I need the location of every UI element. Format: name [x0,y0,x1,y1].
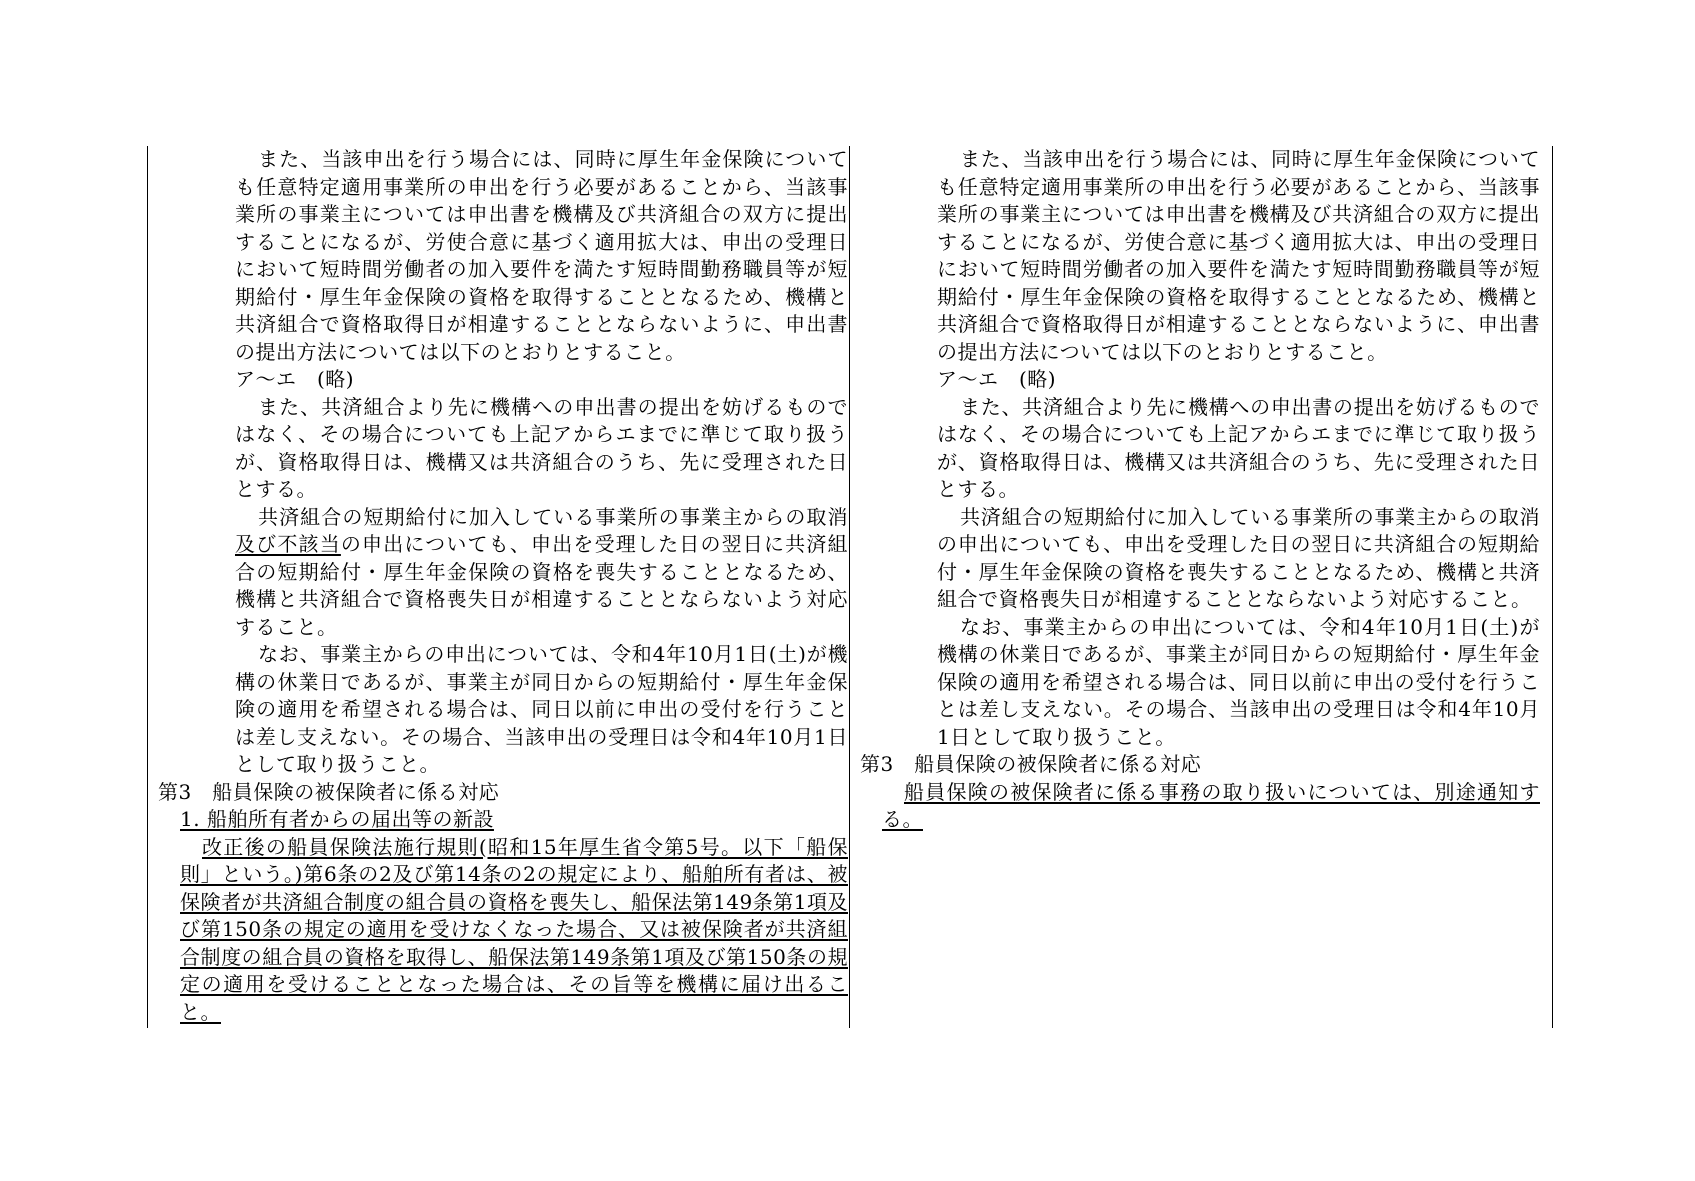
current-column [860,146,1540,834]
paragraph-separate-notice [860,779,1540,834]
column-divider [849,146,850,1028]
comparison-table [147,146,1553,1028]
underlined-amendment: 1. 船舶所有者からの届出等の新設 [180,807,494,831]
paragraph-cancellation: 共済組合の短期給付に加入している事業所の事業主からの取消の申出についても、申出を受理した日の翌日に共済組合の短期給付・厚生年金保険の資格を喪失することとなるため、機構と共済組合で資格喪失日が相違することとならないよう対応すること。 [937,504,1540,611]
paragraph-prior-submission: また、共済組合より先に機構への申出書の提出を妨げるものではなく、その場合についても上記アからエまでに準じて取り扱うが、資格取得日は、機構又は共済組合のうち、先に受理された日とする。 [235,394,848,501]
section-heading: 第3 船員保険の被保険者に係る対応 [860,752,1202,776]
paragraph-shipowner-notification [158,834,848,1027]
paragraph-omitted: ア～エ (略) [235,367,355,391]
underlined-amendment: 船員保険の被保険者に係る事務の取り扱いについては、別途通知する。 [882,779,1540,831]
section-heading: 第3 船員保険の被保険者に係る対応 [158,779,500,804]
subsection-heading [158,806,848,834]
underlined-amendment: 及び不該当 [235,532,341,556]
text-segment: 共済組合の短期給付に加入している事業所の事業主からの取消 [258,504,848,529]
paragraph-prior-submission: また、共済組合より先に機構への申出書の提出を妨げるものではなく、その場合についても上記アからエまでに準じて取り扱うが、資格取得日は、機構又は共済組合のうち、先に受理された日とする。 [937,394,1540,501]
paragraph-omitted: ア～エ (略) [937,367,1057,391]
paragraph-holiday-note: なお、事業主からの申出については、令和4年10月1日(土)が機構の休業日であるが、事業主が同日からの短期給付・厚生年金保険の適用を希望される場合は、同日以前に申出の受付を行うことは差し支えない。その場合、当該申出の受理日は令和4年10月1日として取り扱うこと。 [937,614,1540,749]
underlined-amendment: 改正後の船員保険法施行規則(昭和15年厚生省令第5号。以下「船保則」という。)第6条の2及び第14条の2の規定により、船舶所有者は、被保険者が共済組合制度の組合員の資格を喪失し、船保法第149条第1項及び第150条の規定の適用を受けなくなった場合、又は被保険者が共済組合制度の組合員の資格を取得し、船保法第149条第1項及び第150条の規定の適用を受けることとなった場合は、その旨等を機構に届け出ること。 [180,834,848,1024]
revised-column [158,146,848,1026]
text-segment: の申出についても、申出を受理した日の翌日に共済組合の短期給付・厚生年金保険の資格を喪失することとなるため、機構と共済組合で資格喪失日が相違することとならないよう対応すること。 [235,532,848,639]
paragraph-cancellation [158,504,848,642]
paragraph-holiday-note: なお、事業主からの申出については、令和4年10月1日(土)が機構の休業日であるが、事業主が同日からの短期給付・厚生年金保険の適用を希望される場合は、同日以前に申出の受付を行うことは差し支えない。その場合、当該申出の受理日は令和4年10月1日として取り扱うこと。 [235,642,848,776]
paragraph-application-method: また、当該申出を行う場合には、同時に厚生年金保険についても任意特定適用事業所の申出を行う必要があることから、当該事業所の事業主については申出書を機構及び共済組合の双方に提出することになるが、労使合意に基づく適用拡大は、申出の受理日において短時間労働者の加入要件を満たす短時間勤務職員等が短期給付・厚生年金保険の資格を取得することとなるため、機構と共済組合で資格取得日が相違することとならないように、申出書の提出方法については以下のとおりとすること。 [937,147,1540,364]
paragraph-application-method: また、当該申出を行う場合には、同時に厚生年金保険についても任意特定適用事業所の申出を行う必要があることから、当該事業所の事業主については申出書を機構及び共済組合の双方に提出することになるが、労使合意に基づく適用拡大は、申出の受理日において短時間労働者の加入要件を満たす短時間勤務職員等が短期給付・厚生年金保険の資格を取得することとなるため、機構と共済組合で資格取得日が相違することとならないように、申出書の提出方法については以下のとおりとすること。 [235,147,848,364]
